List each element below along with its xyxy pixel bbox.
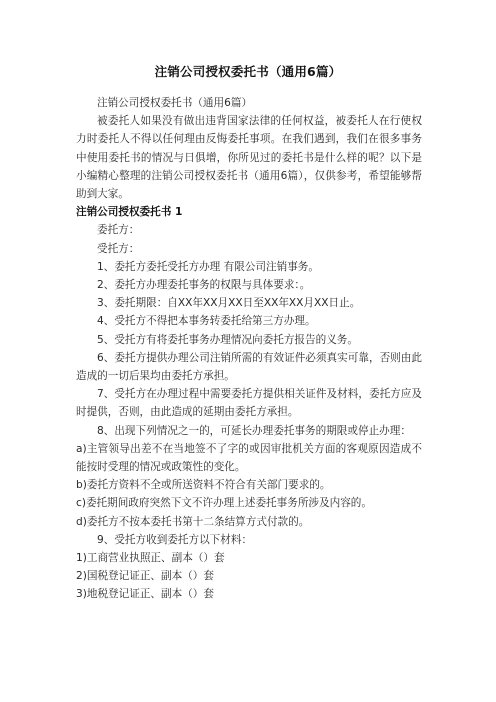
intro-paragraph: 被委托人如果没有做出违背国家法律的任何权益，被委托人在行使权力时委托人不得以任何理由反悔委托事项。在我们遇到，我们在很多事务中使用委托书的情况与日俱增，你所见过的委托书是什么样的呢？以下是小编精心整理的注销公司授权委托书（通用6篇），仅供参考，希望能够帮助到大家。: [76, 115, 422, 201]
subtitle-paragraph: 注销公司授权委托书（通用6篇）: [97, 97, 253, 109]
sub-item-a: a)主管领导出差不在当地签不了字的或因审批机关方面的客观原因造成不能按时受理的情况或政策性的变化。: [76, 442, 422, 474]
clause-8: 8、出现下列情况之一的，可延长办理委托事务的期限或停止办理：: [97, 424, 411, 437]
clause-9: 9、受托方收到委托方以下材料：: [97, 533, 253, 546]
clause-2: 2、委托方办理委托事务的权限与具体要求：。: [97, 279, 311, 292]
material-item-2: 2)国税登记证正、副本（）套: [76, 570, 214, 583]
document-body: [76, 94, 422, 604]
clause-7: 7、受托方在办理过程中需要委托方提供相关证件及材料，委托方应及时提供，否则，由此造成的延期由委托方承担。: [76, 388, 422, 419]
clause-3: 3、委托期限：自XX年XX月XX日至XX年XX月XX日止。: [97, 297, 361, 310]
sub-item-c: c)委托期间政府突然下文不许办理上述委托事务所涉及内容的。: [76, 497, 372, 510]
clause-agent: 受托方：: [97, 242, 140, 255]
section-heading: 注销公司授权委托书 1: [76, 206, 183, 219]
document-title: 注销公司授权委托书（通用6篇）: [154, 64, 342, 79]
sub-item-b: b)委托方资料不全或所送资料不符合有关部门要求的。: [76, 479, 331, 492]
clause-4: 4、受托方不得把本事务转委托给第三方办理。: [97, 315, 316, 328]
material-item-3: 3)地税登记证正、副本（）套: [76, 588, 214, 601]
clause-6: 6、委托方提供办理公司注销所需的有效证件必须真实可靠，否则由此造成的一切后果均由委托方承担。: [76, 351, 422, 383]
sub-item-d: d)委托方不按本委托书第十二条结算方式付款的。: [76, 515, 310, 528]
clause-1: 1、委托方委托受托方办理 有限公司注销事务。: [97, 260, 319, 273]
clause-client: 委托方：: [97, 224, 140, 237]
material-item-1: 1)工商营业执照正、副本（）套: [76, 552, 225, 565]
clause-5: 5、受托方有将委托事务办理情况向委托方报告的义务。: [97, 333, 358, 346]
